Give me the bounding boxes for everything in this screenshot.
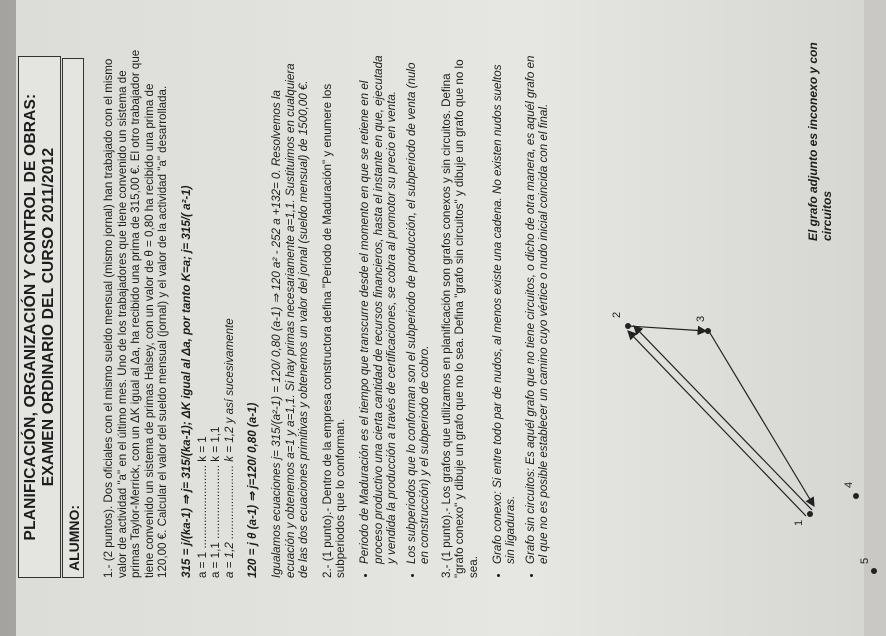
- answer-3-bullet-1: • Grafo conexo: Si entre todo par de nudos, al menos existe una cadena. No existen nudos sueltos sin ligaduras.: [491, 48, 518, 564]
- question-3: 3.- (1 punto).- Los grafos que utilizamos en planificación son grafos conexos y sin circuitos. Defina "grafo conexo" y dibuje un grafo que no lo sea. Defina "grafo sin circuitos" y dibuje un grafo que no lo sea.: [439, 59, 481, 578]
- node-3: [705, 328, 711, 334]
- node-label-5: 5: [859, 557, 871, 564]
- node-1: [807, 511, 813, 517]
- graph-figure: [556, 196, 886, 576]
- question-2: 2.- (1 punto).- Dentro de la empresa constructora defina "Periodo de Maduración" y enumere los subperiodos que lo conforman.: [320, 83, 348, 578]
- student-name-field: ALUMNO:: [62, 58, 84, 578]
- answer-2-bullet-1: • Periodo de Maduración es el tiempo que transcurre desde el momento en que se retiene en el proceso productivo una cierta cantidad de recursos financieros, hasta el instante en que, ejecutada y vendida la producción a través de certificaciones, se cobra al promotor su precio en venta.: [358, 48, 399, 564]
- edge-3-1: [710, 333, 814, 506]
- edge-2-3: [628, 326, 706, 331]
- exam-body: [102, 48, 559, 578]
- answer-3-list: [491, 48, 551, 578]
- answer-3-bullet-2: • Grafo sin circuitos: Es aquél grafo que no tiene circuitos, o dicho de otra manera, es aquél grafo en el que no es posible establecer un camino cuyo vértice o nudo inicial coincida con el final.: [524, 48, 551, 564]
- k-line-2: a = 1,1 ....................... k = 1,1: [209, 426, 223, 578]
- answer-2-bullet-2: • Los subperiodos que lo conforman son el subperiodo de producción, el subperiodo de venta (nulo en construcción) y el subperiodo de cobro.: [405, 48, 432, 564]
- solution-1: Igualamos ecuaciones j= 315/(a²-1) = 120/ 0,80 (a-1) ⇒ 120 a² - 252 a +132= 0. Resolvemos la ecuación y obtenemos a=1 y a=1,1. Si hay primas necesariamente a=1,1. Sustituimos en cualquiera de las dos ecuaciones primitivas y obtenemos un valor del jornal (sueldo mensual) de 1500,00 €.: [269, 63, 311, 578]
- formula-taylor: 315 = j/(ka-1) ⇒ j= 315/(ka-1); ΔK igual al Δa, por tanto K=a; j= 315/( a²-1): [179, 185, 193, 578]
- graph-caption: El grafo adjunto es inconexo y con circuitos: [806, 42, 834, 241]
- k-line-3: a = 1,2 ....................... k = 1,2 y así sucesivamente: [222, 318, 236, 578]
- answer-2-list: [358, 48, 432, 578]
- header-subtitle: EXAMEN ORDINARIO DEL CURSO 2011/2012: [40, 147, 57, 487]
- node-label-2: 2: [611, 311, 623, 318]
- k-line-1: a = 1 .......................... k = 1: [195, 436, 209, 578]
- node-5: [871, 568, 877, 574]
- node-label-4: 4: [843, 481, 855, 488]
- node-label-1: 1: [793, 519, 805, 526]
- node-2: [625, 323, 631, 329]
- edge-1-2: [628, 331, 806, 516]
- exam-header: [18, 56, 61, 578]
- exam-sheet: [16, 0, 871, 636]
- question-1: 1.- (2 puntos). Dos oficiales con el mismo sueldo mensual (mismo jornal) han trabajado con el mismo valor de actividad "a" en el último mes. Uno de los trabajadores que tiene convenido un sistema de primas Taylor-Merrick, con un ΔK igual al Δa, ha recibido una prima de 315,00 €. El otro trabajador que tiene convenido un sistema de primas Halsey, con un valor de θ = 0,80 ha recibido una prima de 120,00 €. Calcular el valor del sueldo mensual (jornal) y el valor de la actividad "a" desarrollada.: [102, 49, 170, 578]
- node-label-3: 3: [695, 315, 707, 322]
- node-4: [853, 493, 859, 499]
- header-title: PLANIFICACIÓN, ORGANIZACIÓN Y CONTROL DE OBRAS:: [22, 93, 39, 541]
- formula-halsey: 120 = j θ (a-1) ⇒ j=120/ 0,80 (a-1): [246, 402, 260, 578]
